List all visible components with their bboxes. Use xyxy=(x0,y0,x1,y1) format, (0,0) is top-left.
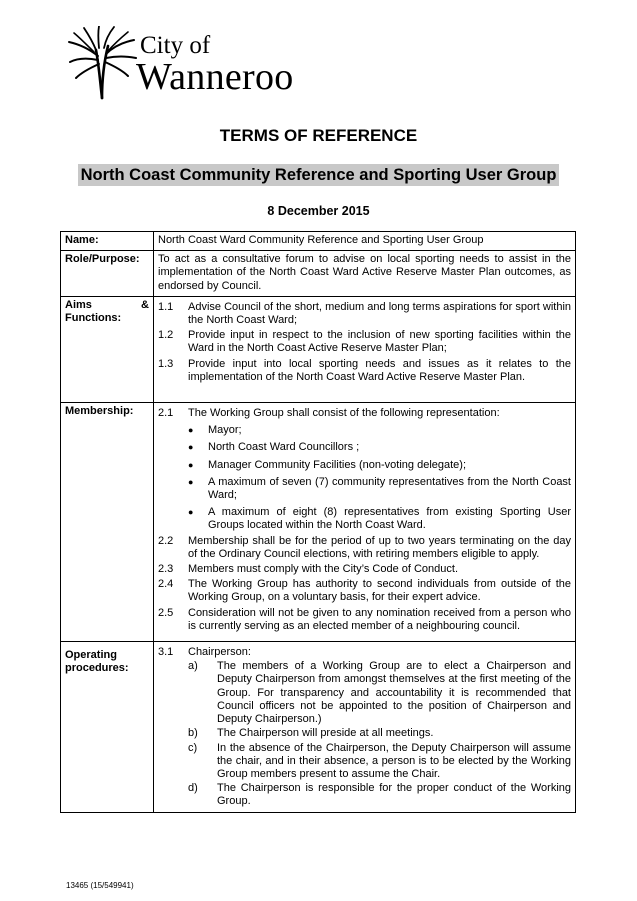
value-aims-functions xyxy=(154,296,576,402)
item-text: The Working Group has authority to second individuals from outside of the Working Group, on a voluntary basis, for their expert advice. xyxy=(188,578,571,604)
item-number: 2.4 xyxy=(158,578,174,591)
grass-tree-logo-icon xyxy=(66,26,138,100)
item-number: 2.2 xyxy=(158,534,174,547)
sub-item-text: The Chairperson is responsible for the proper conduct of the Working Group. xyxy=(217,782,571,808)
item-number: 2.1 xyxy=(158,407,174,420)
list-item xyxy=(158,563,571,576)
bullet-text: A maximum of eight (8) representatives from existing Sporting User Groups located within the North Coast Ward. xyxy=(208,506,571,532)
city-of-wanneroo-logo xyxy=(66,26,296,100)
list-item xyxy=(158,358,571,384)
sub-list-item xyxy=(188,742,571,782)
sub-item-letter: c) xyxy=(188,741,198,754)
bullet-item xyxy=(188,459,571,472)
sub-item-text: The Chairperson will preside at all meetings. xyxy=(217,727,434,740)
document-title: TERMS OF REFERENCE xyxy=(219,126,418,145)
subtitle-container xyxy=(0,164,637,186)
item-text: Advise Council of the short, medium and long terms aspirations for sport within the North Coast Ward; xyxy=(188,300,571,327)
item-text: Provide input in respect to the inclusion of new sporting facilities within the Ward in the North Coast Active Reserve Master Plan; xyxy=(188,329,571,355)
bullet-item xyxy=(188,441,571,454)
logo-text-wanneroo: Wanneroo xyxy=(136,56,294,98)
list-item xyxy=(158,646,571,659)
bullet-item xyxy=(188,424,571,437)
sub-list-item xyxy=(188,660,571,726)
value-name: North Coast Ward Community Reference and Sporting User Group xyxy=(154,232,576,251)
role-purpose-text: To act as a consultative forum to advise on local sporting needs to assist in the implementation of the North Coast Ward Active Reserve Master Plan outcomes, as endorsed by Council. xyxy=(158,253,571,292)
value-operating-procedures xyxy=(154,642,576,812)
bullet-icon: ● xyxy=(188,442,194,453)
row-role-purpose xyxy=(61,251,576,297)
bullet-icon: ● xyxy=(188,507,194,518)
list-item xyxy=(158,329,571,355)
item-number: 3.1 xyxy=(158,646,174,659)
item-number: 1.3 xyxy=(158,357,174,370)
bullet-item xyxy=(188,476,571,502)
item-text: Provide input into local sporting needs and issues as it relates to the implementation of the North Coast Ward Active Reserve Master Plan. xyxy=(188,357,571,383)
document-reference-footer: 13465 (15/549941) xyxy=(66,881,134,890)
row-name xyxy=(61,232,576,251)
bullet-text: North Coast Ward Councillors ; xyxy=(208,441,360,454)
bullet-icon: ● xyxy=(188,459,194,470)
label-membership: Membership: xyxy=(61,403,154,642)
sub-item-letter: d) xyxy=(188,782,198,795)
bullet-text: Mayor; xyxy=(208,424,242,437)
bullet-text: Manager Community Facilities (non-voting delegate); xyxy=(208,458,467,471)
item-number: 1.1 xyxy=(158,300,174,313)
sub-item-text: In the absence of the Chairperson, the Deputy Chairperson will assume the chair, and in their absence, a person is to be elected by the Working Group members present to assume the Chair. xyxy=(217,741,571,780)
value-role-purpose xyxy=(154,251,576,297)
row-membership xyxy=(61,403,576,642)
bullet-icon: ● xyxy=(188,425,194,436)
item-number: 1.2 xyxy=(158,329,174,342)
row-operating-procedures xyxy=(61,642,576,812)
value-membership xyxy=(154,403,576,642)
bullet-item xyxy=(188,506,571,532)
sub-item-text: The members of a Working Group are to elect a Chairperson and Deputy Chairperson from amongst themselves at the first meeting of the Group. For transparency and accountability it is recommended that Council officers not be appointed to the position of Chairperson and Deputy Chairperson.) xyxy=(217,660,571,726)
logo-text-city-of: City of xyxy=(140,32,211,59)
terms-table xyxy=(60,231,576,813)
item-text: Members must comply with the City’s Code of Conduct. xyxy=(188,563,459,576)
item-text: Chairperson: xyxy=(188,646,251,659)
list-item xyxy=(158,407,571,420)
document-subtitle: North Coast Community Reference and Sporting User Group xyxy=(78,164,560,186)
list-item xyxy=(158,301,571,327)
sub-list-item xyxy=(188,782,571,808)
item-text: The Working Group shall consist of the following representation: xyxy=(188,407,500,420)
list-item xyxy=(158,607,571,633)
item-number: 2.5 xyxy=(158,606,174,619)
bullet-icon: ● xyxy=(188,476,194,487)
item-number: 2.3 xyxy=(158,563,174,576)
sub-item-letter: a) xyxy=(188,660,198,673)
list-item xyxy=(158,578,571,604)
sub-list-item xyxy=(188,727,571,740)
list-item xyxy=(158,535,571,561)
label-aims-functions: Aims & Functions: xyxy=(61,296,154,402)
label-name: Name: xyxy=(61,232,154,251)
label-role-purpose: Role/Purpose: xyxy=(61,251,154,297)
bullet-text: A maximum of seven (7) community representatives from the North Coast Ward; xyxy=(208,475,571,502)
item-text: Consideration will not be given to any nomination received from a person who is currently serving as an elected member of a neighbouring council. xyxy=(188,606,571,632)
item-text: Membership shall be for the period of up to two years terminating on the day of the Ordinary Council elections, with retiring members eligible to apply. xyxy=(188,534,571,560)
label-operating-procedures: Operating procedures: xyxy=(61,642,154,812)
row-aims-functions xyxy=(61,296,576,402)
document-date: 8 December 2015 xyxy=(267,204,370,218)
sub-item-letter: b) xyxy=(188,727,198,740)
